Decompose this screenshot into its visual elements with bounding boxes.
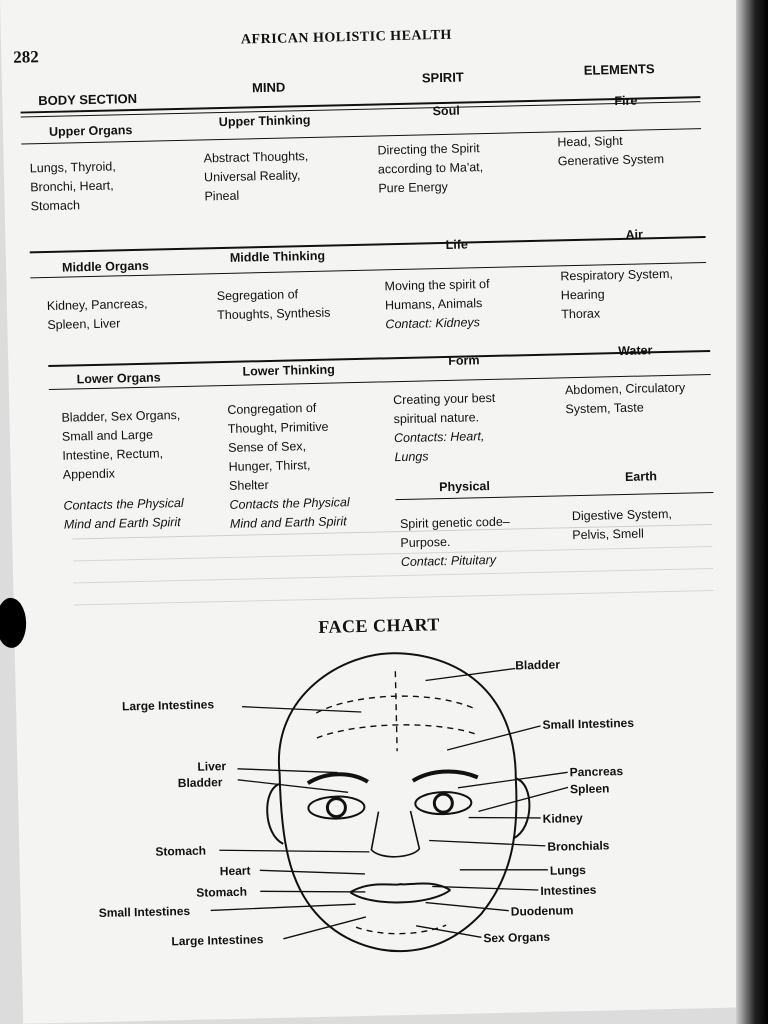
lower-lip xyxy=(350,890,450,904)
lower-organs-title: Lower Organs xyxy=(76,370,161,387)
label-sex-organs: Sex Organs xyxy=(483,929,551,946)
lower-organs-text: Bladder, Sex Organs, Small and Large Intestine, Rectum, Appendix Contacts the Physical Mind and Earth Spirit xyxy=(61,408,184,532)
right-iris xyxy=(434,794,452,812)
label-stomach-lower: Stomach xyxy=(196,884,248,900)
label-small-intestines-left: Small Intestines xyxy=(98,903,191,920)
book-page-edge xyxy=(736,0,768,1024)
left-iris xyxy=(327,798,345,816)
upper-organs-text: Lungs, Thyroid, Bronchi, Heart, Stomach xyxy=(29,159,116,214)
label-large-intestines-lower: Large Intestines xyxy=(171,932,264,949)
label-pancreas: Pancreas xyxy=(569,764,624,780)
physical-title: Physical xyxy=(439,479,491,495)
life-text: Moving the spirit of Humans, Animals Contact: Kidneys xyxy=(384,276,490,332)
fire-title: Fire xyxy=(614,93,638,109)
form-text: Creating your best spiritual nature. Contacts: Heart, Lungs xyxy=(393,390,496,465)
centre-zone xyxy=(395,671,397,751)
lower-thinking-title: Lower Thinking xyxy=(242,362,335,379)
soul-title: Soul xyxy=(432,103,460,119)
label-kidney: Kidney xyxy=(542,810,583,826)
label-liver: Liver xyxy=(197,759,227,774)
earth-title: Earth xyxy=(624,469,658,484)
label-stomach-upper: Stomach xyxy=(155,843,207,859)
water-text: Abdomen, Circulatory System, Taste xyxy=(564,380,686,417)
upper-organs-title: Upper Organs xyxy=(48,123,133,139)
upper-lip xyxy=(350,883,450,893)
label-heart: Heart xyxy=(219,863,251,879)
physical-text: Spirit genetic code– Purpose. Contact: Pituitary xyxy=(399,514,510,570)
label-large-intestines-upper: Large Intestines xyxy=(121,697,215,714)
earth-text: Digestive System, Pelvis, Smell xyxy=(571,506,673,543)
face-chart-title: FACE CHART xyxy=(318,614,441,637)
fire-text: Head, Sight Generative System xyxy=(557,133,665,169)
upper-thinking-text: Abstract Thoughts, Universal Reality, Pineal xyxy=(203,149,309,204)
label-bronchials: Bronchials xyxy=(547,838,610,854)
header-elements: ELEMENTS xyxy=(583,61,655,78)
label-lungs: Lungs xyxy=(549,862,587,878)
label-duodenum: Duodenum xyxy=(510,903,574,919)
middle-thinking-text: Segregation of Thoughts, Synthesis xyxy=(216,287,331,323)
label-spleen: Spleen xyxy=(569,781,610,797)
air-title: Air xyxy=(625,227,644,242)
middle-thinking-title: Middle Thinking xyxy=(229,248,326,265)
lower-thinking-text: Congregation of Thought, Primitive Sense of Sex, Hunger, Thirst, Shelter Contacts the Physical Mind and Earth Spirit xyxy=(227,400,350,531)
form-title: Form xyxy=(448,353,480,368)
life-title: Life xyxy=(445,237,469,252)
label-small-intestines-right: Small Intestines xyxy=(542,715,635,732)
page-number: 282 xyxy=(13,47,40,67)
left-eyebrow xyxy=(308,774,368,784)
header-spirit: SPIRIT xyxy=(421,69,464,86)
water-title: Water xyxy=(617,343,653,359)
soul-text: Directing the Spirit according to Ma'at, Pure Energy xyxy=(377,141,484,196)
right-eyebrow xyxy=(413,771,478,781)
middle-organs-title: Middle Organs xyxy=(61,258,150,275)
chin-zone xyxy=(356,925,446,935)
upper-thinking-title: Upper Thinking xyxy=(218,112,311,130)
nose xyxy=(371,811,420,858)
header-mind: MIND xyxy=(251,79,286,96)
label-intestines: Intestines xyxy=(540,882,597,898)
label-bladder-right: Bladder xyxy=(515,657,561,673)
middle-organs-text: Kidney, Pancreas, Spleen, Liver xyxy=(46,296,148,333)
label-bladder-left: Bladder xyxy=(177,775,223,791)
running-head: AFRICAN HOLISTIC HEALTH xyxy=(240,27,453,48)
header-body-section: BODY SECTION xyxy=(38,90,138,109)
air-text: Respiratory System, Hearing Thorax xyxy=(560,266,674,322)
